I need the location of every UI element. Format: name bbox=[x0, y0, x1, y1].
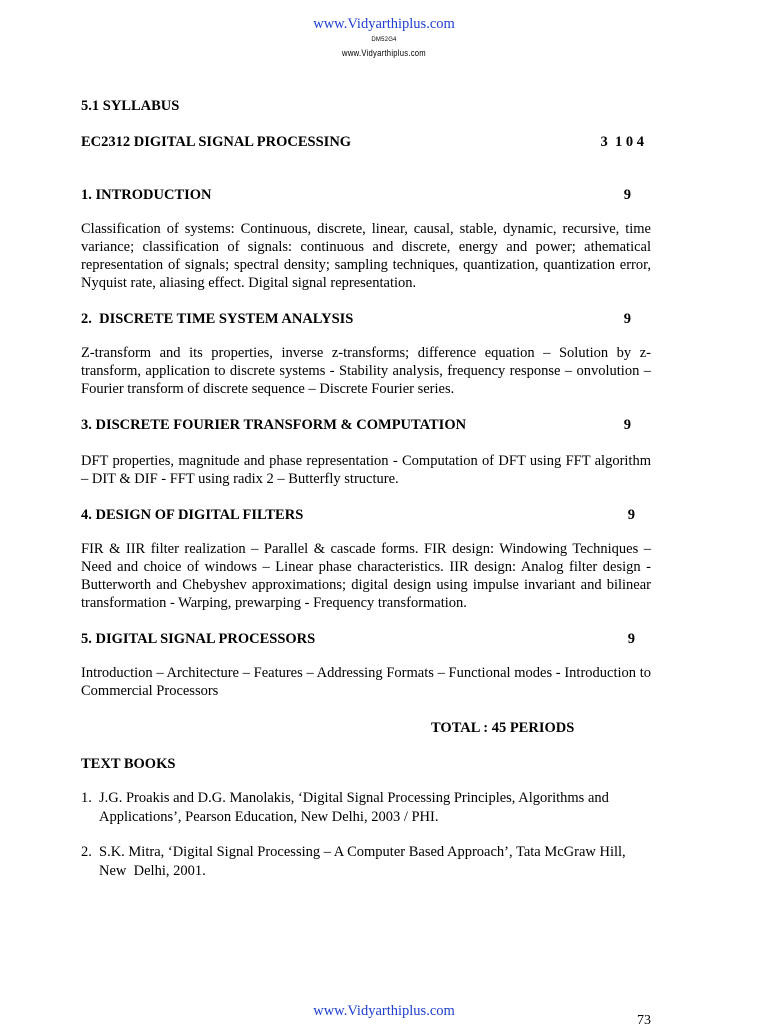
syllabus-label: 5.1 SYLLABUS bbox=[81, 98, 180, 114]
header-link[interactable]: www.Vidyarthiplus.com bbox=[313, 16, 455, 32]
unit-body: DFT properties, magnitude and phase representation - Computation of DFT using FFT algorithm – DIT & DIF - FFT using radix 2 – Butterfly structure. bbox=[81, 453, 651, 487]
course-title-row bbox=[81, 132, 651, 152]
unit-hours: 9 bbox=[623, 417, 631, 433]
page-number: 73 bbox=[637, 1013, 651, 1028]
text-book-text: S.K. Mitra, ‘Digital Signal Processing – A Computer Based Approach’, Tata McGraw Hill, New Delhi, 2001. bbox=[99, 844, 630, 879]
unit-heading bbox=[81, 415, 651, 435]
unit-hours: 9 bbox=[623, 311, 631, 327]
unit-body: Z-transform and its properties, inverse z-transforms; difference equation – Solution by z-transform, application to discrete systems - Stability analysis, frequency response – onvolution – Fourier transform of discrete sequence – Discrete Fourier series. bbox=[81, 345, 651, 397]
stamp-code: DM52G4 bbox=[371, 37, 397, 43]
unit-hours: 9 bbox=[627, 631, 635, 647]
unit-body: Classification of systems: Continuous, discrete, linear, causal, stable, dynamic, recursive, time variance; classification of signals: continuous and discrete, energy and power; athematical representation of signals; spectral density; sampling techniques, quantization, quantization error, Nyquist rate, aliasing effect. Digital signal representation. bbox=[81, 221, 651, 291]
unit-heading bbox=[81, 505, 651, 525]
text-book-item bbox=[81, 843, 651, 881]
unit-title: 1. INTRODUCTION bbox=[81, 187, 212, 203]
unit-title: 3. DISCRETE FOURIER TRANSFORM & COMPUTATION bbox=[81, 417, 467, 433]
footer-link[interactable]: www.Vidyarthiplus.com bbox=[313, 1003, 455, 1019]
unit-body: FIR & IIR filter realization – Parallel & cascade forms. FIR design: Windowing Techniques – Need and choice of windows – Linear phase characteristics. IIR design: Analog filter design - Butterworth and Chebyshev approximations; digital design using impulse invariant and bilinear transformation - Warping, prewarping - Frequency transformation. bbox=[81, 541, 651, 611]
text-book-number: 2. bbox=[81, 844, 92, 860]
unit-heading bbox=[81, 309, 651, 329]
unit-hours: 9 bbox=[623, 187, 631, 203]
course-credits: 3 1 0 4 bbox=[600, 134, 644, 150]
text-book-number: 1. bbox=[81, 790, 92, 806]
stamp-url: www.Vidyarthiplus.com bbox=[342, 48, 426, 58]
unit-body: Introduction – Architecture – Features – Addressing Formats – Functional modes - Introduction to Commercial Processors bbox=[81, 665, 651, 699]
unit-heading bbox=[81, 185, 651, 205]
text-book-text: J.G. Proakis and D.G. Manolakis, ‘Digital Signal Processing Principles, Algorithms and Applications’, Pearson Education, New Delhi, 2003 / PHI. bbox=[99, 790, 616, 825]
unit-title: 5. DIGITAL SIGNAL PROCESSORS bbox=[81, 631, 316, 647]
unit-title: 2. DISCRETE TIME SYSTEM ANALYSIS bbox=[81, 311, 354, 327]
unit-title: 4. DESIGN OF DIGITAL FILTERS bbox=[81, 507, 304, 523]
text-book-item bbox=[81, 789, 651, 827]
total-periods: TOTAL : 45 PERIODS bbox=[431, 720, 575, 736]
course-title: EC2312 DIGITAL SIGNAL PROCESSING bbox=[81, 134, 352, 150]
unit-heading bbox=[81, 629, 651, 649]
unit-hours: 9 bbox=[627, 507, 635, 523]
syllabus-content bbox=[81, 96, 651, 881]
text-books-heading: TEXT BOOKS bbox=[81, 756, 176, 772]
